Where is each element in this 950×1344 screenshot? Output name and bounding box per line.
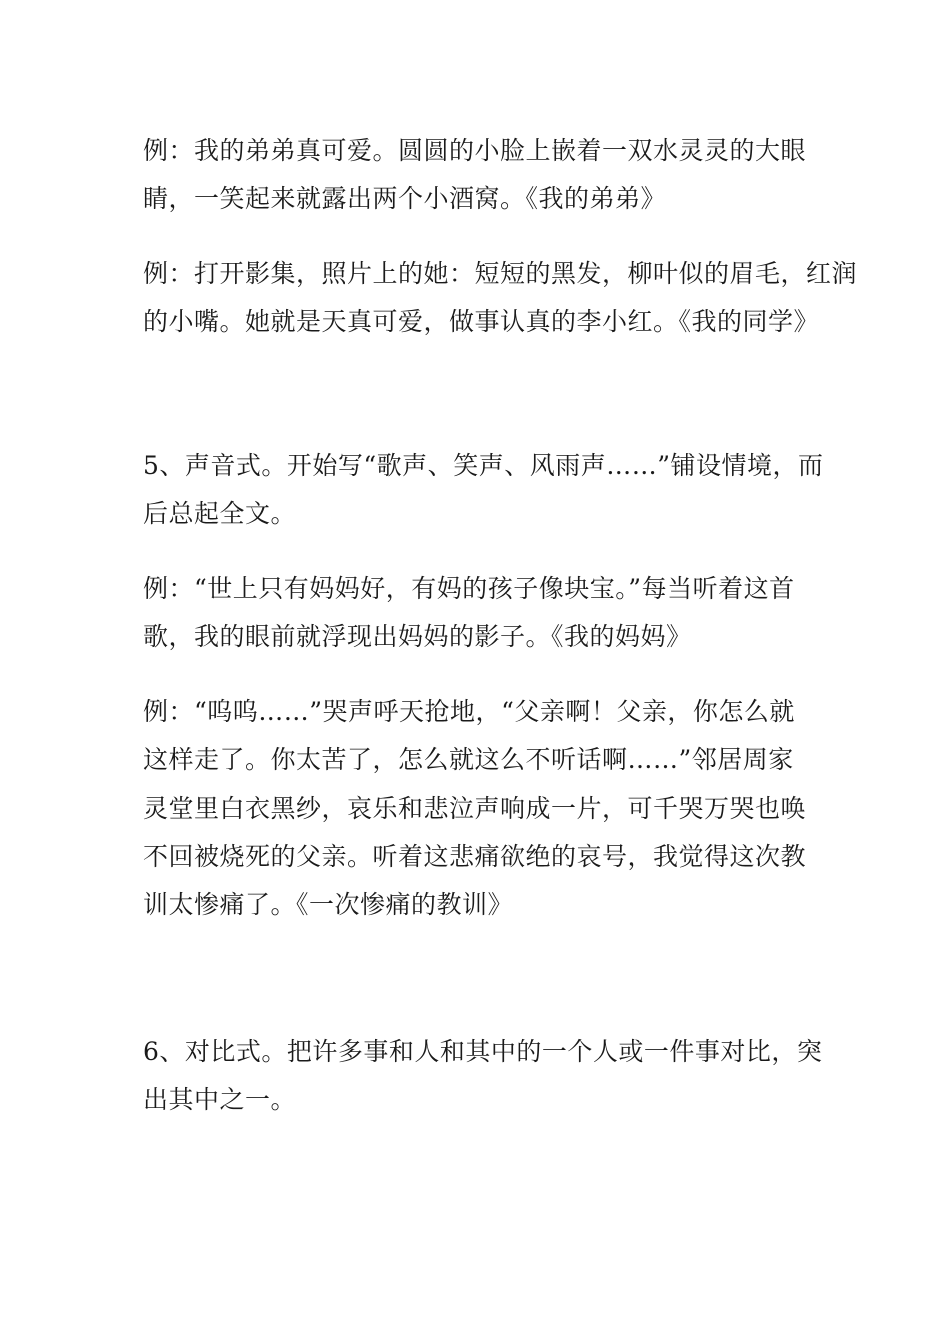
paragraph-line: 训太惨痛了。《一次惨痛的教训》: [143, 890, 514, 919]
paragraph-line: 睛，一笑起来就露出两个小酒窝。《我的弟弟》: [143, 184, 667, 213]
paragraph-line: 这样走了。你太苦了，怎么就这么不听话啊……”邻居周家: [143, 745, 794, 774]
paragraph-line: 灵堂里白衣黑纱，哀乐和悲泣声响成一片，可千哭万哭也唤: [143, 794, 807, 823]
paragraph-line: 例：“世上只有妈妈好，有妈的孩子像块宝。”每当听着这首: [143, 574, 795, 603]
section-heading-line: 后总起全文。: [143, 499, 297, 528]
section-heading-line: 5、声音式。开始写“歌声、笑声、风雨声……”铺设情境，而: [143, 451, 824, 480]
paragraph-line: 例：“呜呜……”哭声呼天抢地，“父亲啊！父亲，你怎么就: [143, 697, 795, 726]
section-heading-line: 出其中之一。: [143, 1085, 297, 1114]
paragraph-line: 例：我的弟弟真可爱。圆圆的小脸上嵌着一双水灵灵的大眼: [143, 136, 807, 165]
paragraph-line: 不回被烧死的父亲。听着这悲痛欲绝的哀号，我觉得这次教: [143, 842, 807, 871]
paragraph-line: 的小嘴。她就是天真可爱，做事认真的李小红。《我的同学》: [143, 307, 820, 336]
paragraph-line: 例：打开影集，照片上的她：短短的黑发，柳叶似的眉毛，红润: [143, 259, 858, 288]
paragraph-line: 歌，我的眼前就浮现出妈妈的影子。《我的妈妈》: [143, 622, 692, 651]
section-heading-line: 6、对比式。把许多事和人和其中的一个人或一件事对比，突: [143, 1037, 823, 1066]
